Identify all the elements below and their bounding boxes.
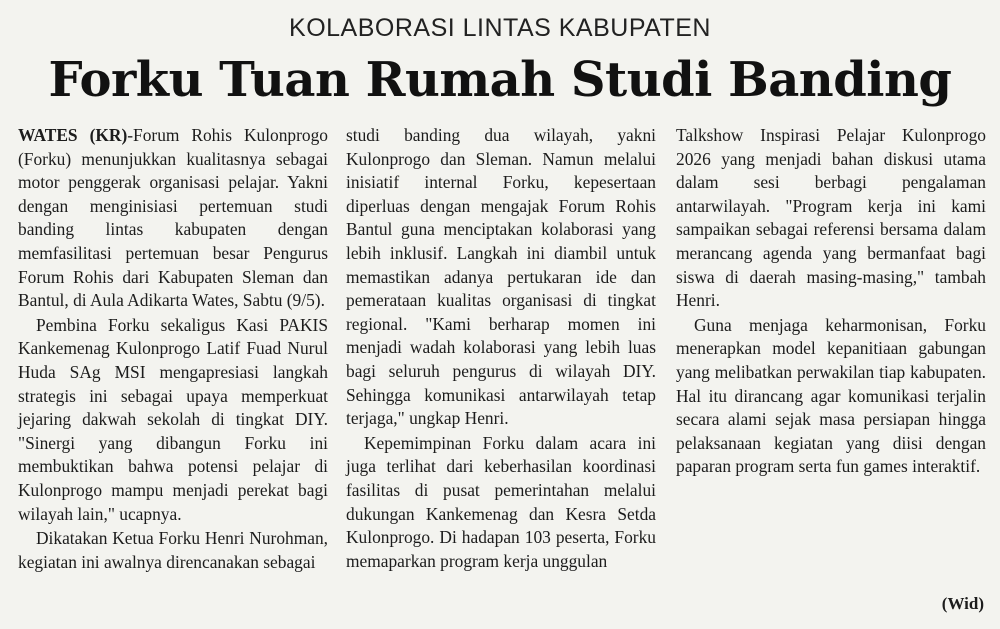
column-2 [346, 124, 656, 573]
paragraph-5: Guna menjaga keharmonisan, Forku menerapkan model kepanitiaan gabungan yang melibatkan perwakilan tiap kabupaten. Hal itu dirancang agar komunikasi terjalin secara alami sejak masa persiapan hingga pelaksanaan kegiatan yang diisi dengan paparan program serta fun games interaktif. [676, 314, 986, 477]
paragraph-3 [18, 527, 328, 574]
column-1 [18, 124, 328, 574]
paragraph-1-text: -Forum Rohis Kulonprogo (Forku) menunjukkan kualitasnya sebagai motor penggerak organisasi pelajar. Yakni dengan menginisiasi pertemuan studi banding lintas kabupaten dengan memfasilitasi pertemuan besar Pengurus Forum Rohis dari Kabupaten Sleman dan Bantul, di Aula Adikarta Wates, Sabtu (9/5). [18, 125, 328, 311]
paragraph-2: Pembina Forku sekaligus Kasi PAKIS Kankemenag Kulonprogo Latif Fuad Nurul Huda SAg MSI mengapresiasi langkah strategis ini sebagai upaya memperkuat jejaring dakwah sekolah di tingkat DIY. "Sinergi yang dibangun Forku ini membuktikan bahwa potensi pelajar di Kulonprogo mampu menjadi perekat bagi wilayah lain," ucapnya. [18, 314, 328, 524]
paragraph-4-continued: Talkshow Inspirasi Pelajar Kulonprogo 2026 yang menjadi bahan diskusi utama dalam sesi berbagi pengalaman antarwilayah. "Program kerja ini kami sampaikan sebagai referensi bersama dalam merancang agenda yang bermanfaat bagi siswa di daerah masing-masing," tambah Henri. [676, 125, 986, 311]
dateline: WATES (KR) [18, 125, 128, 145]
paragraph-4: Kepemimpinan Forku dalam acara ini juga terlihat dari keberhasilan koordinasi fasilitas di pusat pemerintahan melalui dukungan Kankemenag dan Kesra Setda Kulonprogo. Di hadapan 103 peserta, Forku memaparkan program kerja unggulan [346, 432, 656, 571]
paragraph-3-continued: studi banding dua wilayah, yakni Kulonprogo dan Sleman. Namun melalui inisiatif internal Forku, kepesertaan diperluas dengan mengajak Forum Rohis Bantul guna menciptakan kolaborasi yang lebih inklusif. Langkah ini diambil untuk memastikan adanya pertukaran ide dan pemerataan kualitas organisasi di tingkat regional. "Kami berharap momen ini menjadi wadah kolaborasi yang lebih luas bagi seluruh pengurus di wilayah DIY. Sehingga komunikasi antarwilayah tetap terjaga," ungkap Henri. [346, 125, 656, 429]
article-headline: Forku Tuan Rumah Studi Banding [48, 52, 952, 108]
paragraph-3-text: Dikatakan Ketua Forku Henri Nurohman, kegiatan ini awalnya direncanakan sebagai [18, 528, 328, 572]
paragraph-1 [18, 124, 328, 313]
article-byline: (Wid) [941, 594, 984, 613]
article-kicker: KOLABORASI LINTAS KABUPATEN [289, 14, 711, 42]
column-3 [676, 124, 986, 479]
